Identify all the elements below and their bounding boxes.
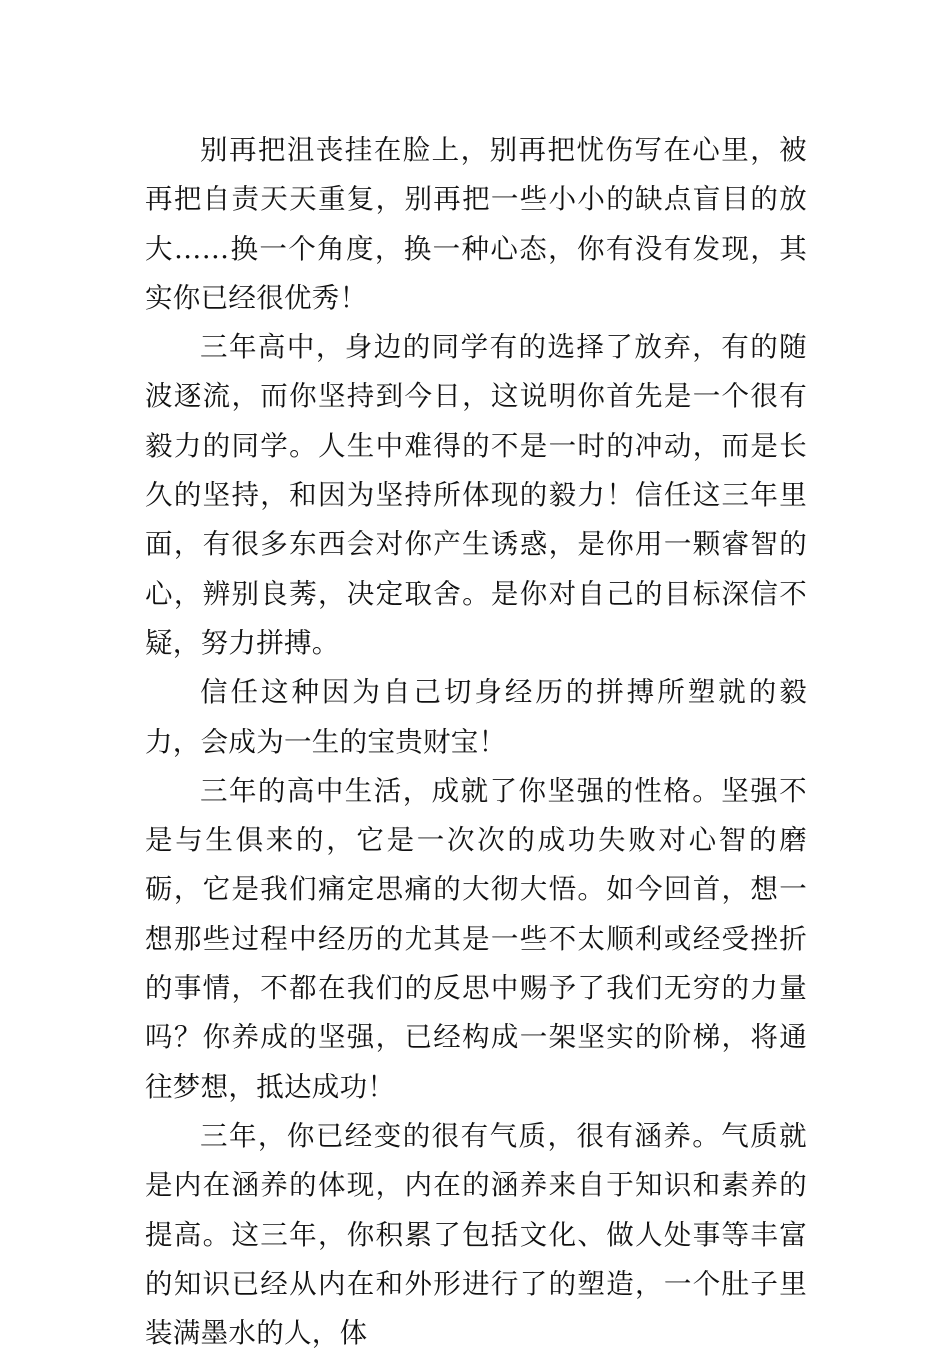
paragraph-5: 三年，你已经变的很有气质，很有涵养。气质就是内在涵养的体现，内在的涵养来自于知识和素养的提高。这三年，你积累了包括文化、做人处事等丰富的知识已经从内在和外形进行了的塑造，一个肚子里装满墨水的人，体	[145, 1119, 807, 1350]
paragraph-1: 别再把沮丧挂在脸上，别再把忧伤写在心里，被再把自责天天重复，别再把一些小小的缺点盲目的放大……换一个角度，换一种心态，你有没有发现，其实你已经很优秀！	[145, 134, 807, 314]
paragraph-4: 三年的高中生活，成就了你坚强的性格。坚强不是与生俱来的，它是一次次的成功失败对心智的磨砺，它是我们痛定思痛的大彻大悟。如今回首，想一想那些过程中经历的尤其是一些不太顺利或经受挫折的事情，不都在我们的反思中赐予了我们无穷的力量吗？你养成的坚强，已经构成一架坚实的阶梯，将通往梦想，抵达成功！	[145, 774, 807, 1103]
paragraph-3: 信任这种因为自己切身经历的拼搏所塑就的毅力，会成为一生的宝贵财宝！	[145, 676, 807, 758]
document-body	[145, 126, 807, 1358]
paragraph-2: 三年高中，身边的同学有的选择了放弃，有的随波逐流，而你坚持到今日，这说明你首先是一个很有毅力的同学。人生中难得的不是一时的冲动，而是长久的坚持，和因为坚持所体现的毅力！信任这三年里面，有很多东西会对你产生诱惑，是你用一颗睿智的心，辨别良莠，决定取舍。是你对自己的目标深信不疑，努力拼搏。	[145, 331, 807, 659]
